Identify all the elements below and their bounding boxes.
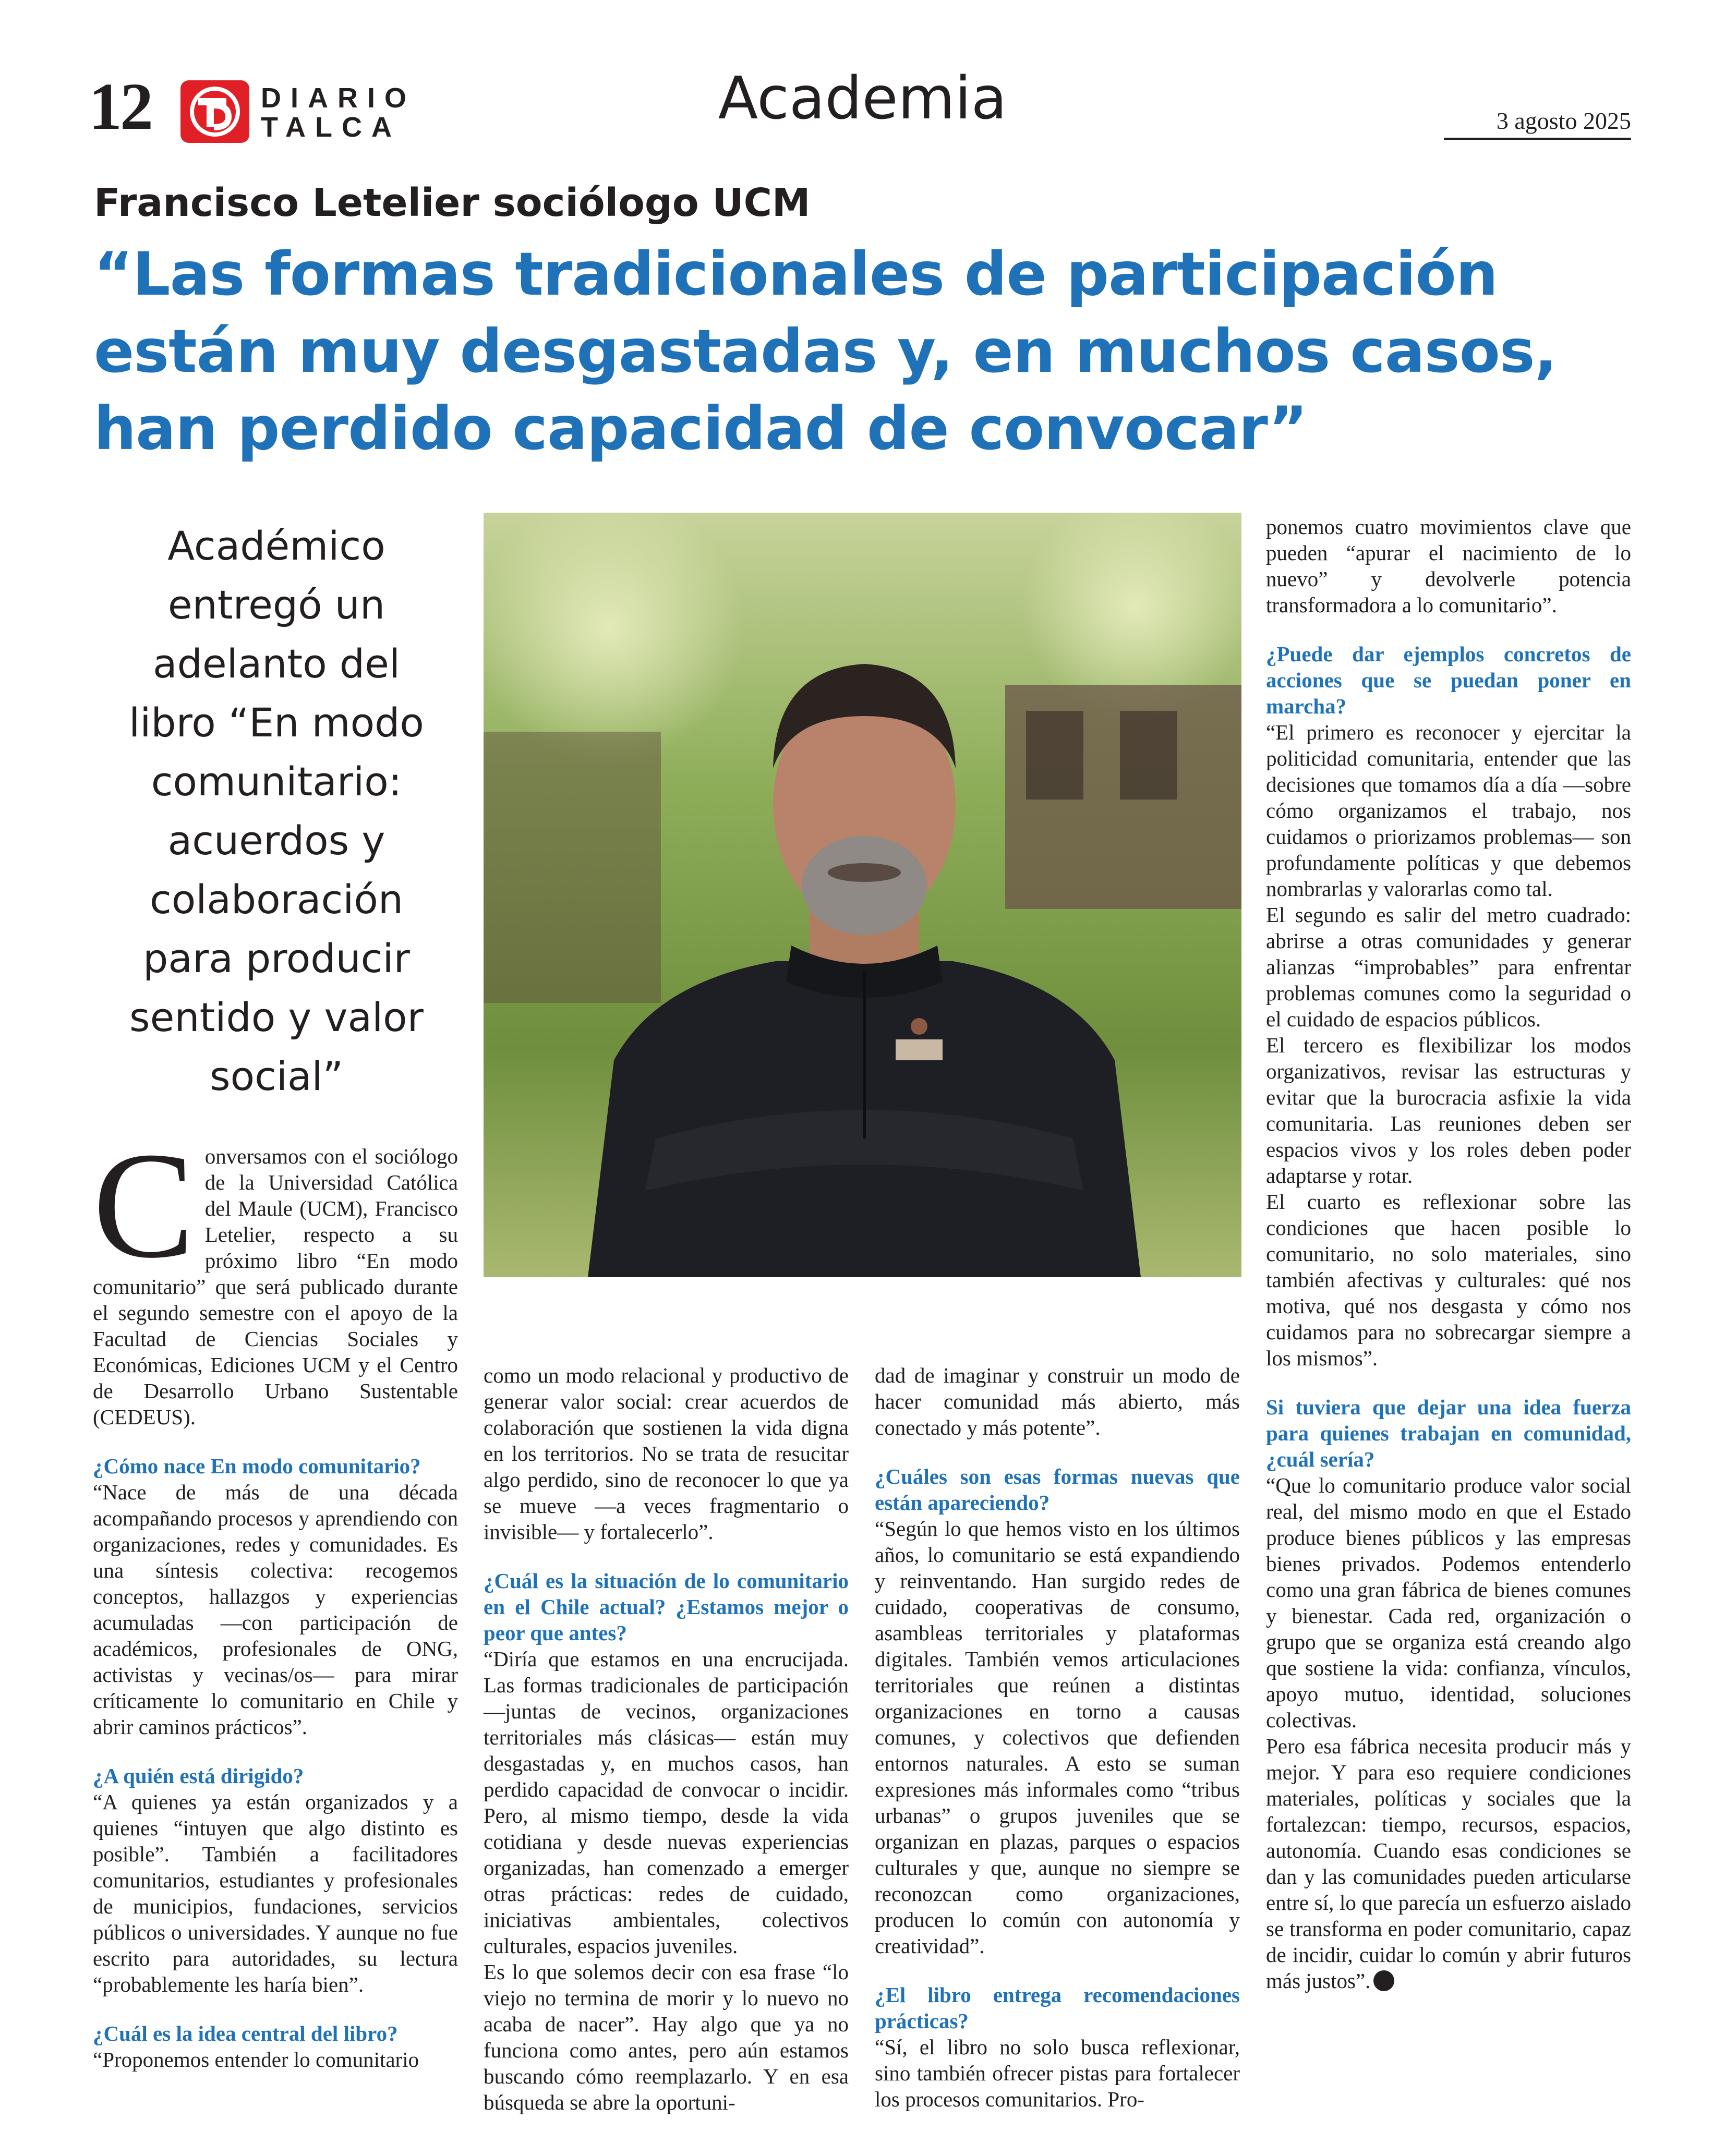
- answer-6-start: “Sí, el libro no solo busca reflexionar, sino también ofrecer pistas para fortalecer los procesos comunitarios. Pro-: [875, 2035, 1240, 2111]
- drop-cap: C: [93, 1121, 195, 1290]
- answer-7-part-2: El segundo es salir del metro cuadrado: abrirse a otras comunidades y generar alianzas “improbables” para enfrentar problemas comunes como la seguridad o el cuidado de espacios públicos.: [1266, 903, 1631, 1031]
- answer-3-continued: como un modo relacional y productivo de generar valor social: crear acuerdos de colaboración que sostienen la vida digna en los territorios. No se trata de resucitar algo perdido, sino de reconocer lo que ya se mueve —a veces fragmentario o invisible— y fortalecerlo”.: [484, 1363, 849, 1544]
- date-underline: [1444, 138, 1631, 140]
- answer-7-part-4: El cuarto es reflexionar sobre las condiciones que hacen posible lo comunitario, no solo materiales, sino también afectivas y culturales: qué nos motiva, qué nos desgasta y cómo nos cuidamos para no sobrecargar siempre a los mismos”.: [1266, 1190, 1631, 1370]
- page-number: 12: [89, 69, 151, 143]
- article-column-2: [484, 1362, 849, 2115]
- answer-7-part-1: “El primero es reconocer y ejercitar la politicidad comunitaria, entender que las decisiones que tomamos día a día —sobre cómo organizamos el trabajo, nos cuidamos o priorizamos problemas— son profundamente políticas y que debemos nombrarlas y valorarlas como tal.: [1266, 720, 1631, 901]
- answer-1: “Nace de más de una década acompañando procesos y aprendiendo con organizaciones, redes y comunidades. Es una síntesis colectiva: recogemos conceptos, hallazgos y experiencias acumuladas —con participación de académicos, profesionales de ONG, activistas y vecinas/os— para mirar críticamente lo comunitario en Chile y abrir caminos prácticos”.: [93, 1480, 458, 1739]
- brand-line-2: TALCA: [261, 112, 401, 143]
- section-title: Academia: [718, 65, 1007, 132]
- article-column-1: [93, 1121, 458, 2073]
- brand-line-1: DIARIO: [261, 82, 416, 114]
- end-mark-icon: [1373, 1970, 1394, 1991]
- intro-paragraph: [93, 1121, 458, 1430]
- answer-5: “Según lo que hemos visto en los últimos años, lo comunitario se está expandiendo y reinventando. Han surgido redes de cuidado, cooperativas de consumo, asambleas territoriales y plataformas digitales. También vemos articulaciones territoriales que reúnen a distintas organizaciones en torno a causas comunes, y colectivos que defienden entornos naturales. A esto se suman expresiones más informales como “tribus urbanas” o grupos juveniles que se organizan en plazas, parques o espacios culturales y que, aunque no siempre se reconozcan como organizaciones, producen lo común con autonomía y creatividad”.: [875, 1517, 1240, 1958]
- question-2: ¿A quién está dirigido?: [93, 1764, 304, 1788]
- question-3: ¿Cuál es la idea central del libro?: [93, 2021, 398, 2045]
- answer-4-part-1: “Diría que estamos en una encrucijada. Las formas tradicionales de participación —juntas de vecinos, organizaciones territoriales más clásicas— están muy desgastadas y, en muchos casos, han perdido capacidad de convocar o incidir. Pero, al mismo tiempo, desde la vida cotidiana y desde nuevas experiencias organizadas, han comenzado a emerger otras prácticas: redes de cuidado, iniciativas ambientales, colectivos culturales, espacios juveniles.: [484, 1647, 849, 1958]
- question-5: ¿Cuáles son esas formas nuevas que están apareciendo?: [875, 1464, 1240, 1515]
- answer-4-part-2: Es lo que solemos decir con esa frase “lo viejo no termina de morir y lo nuevo no acaba de nacer”. Hay algo que ya no funciona como antes, pero aún estamos buscando cómo reemplazarlo. Y en esa búsqueda se abre la oportuni-: [484, 1960, 849, 2114]
- answer-8-part-2: Pero esa fábrica necesita producir más y mejor. Y para eso requiere condiciones materiales, políticas y sociales que la fortalezcan: tiempo, recursos, espacios, autonomía. Cuando esas condiciones se dan y las comunidades pueden articularse entre sí, lo que parecía un esfuerzo aislado se transforma en poder comunitario, capaz de incidir, cuidar lo común y abrir futuros más justos”.: [1266, 1734, 1631, 1993]
- pull-quote: Académico entregó un adelanto del libro “En modo comunitario: acuerdos y colaboración para producir sentido y valor social”: [129, 523, 424, 1099]
- article-kicker: Francisco Letelier sociólogo UCM: [94, 180, 811, 225]
- answer-3-start: “Proponemos entender lo comunitario: [93, 2048, 419, 2072]
- question-6: ¿El libro entrega recomendaciones prácticas?: [875, 1983, 1240, 2033]
- answer-8-part-1: “Que lo comunitario produce valor social real, del mismo modo en que el Estado produce bienes públicos y las empresas bienes privados. Podemos entenderlo como una gran fábrica de bienes comunes y bienestar. Cada red, organización o grupo que se organiza está creando algo que sostiene la vida: confianza, vínculos, apoyo mutuo, identidad, soluciones colectivas.: [1266, 1473, 1631, 1732]
- question-4: ¿Cuál es la situación de lo comunitario en el Chile actual? ¿Estamos mejor o peor que antes?: [484, 1569, 849, 1645]
- answer-8-part-2-paragraph: [1266, 1733, 1631, 1994]
- issue-date: 3 agosto 2025: [1496, 107, 1631, 134]
- answer-4-continued: dad de imaginar y construir un modo de hacer comunidad más abierto, más conectado y más potente”.: [875, 1363, 1240, 1439]
- question-8: Si tuviera que dejar una idea fuerza para quienes trabajan en comunidad, ¿cuál sería?: [1266, 1395, 1631, 1471]
- article-column-4: [1266, 514, 1631, 1994]
- question-7: ¿Puede dar ejemplos concretos de acciones que se puedan poner en marcha?: [1266, 642, 1631, 718]
- answer-6-continued: ponemos cuatro movimientos clave que pueden “apurar el nacimiento de lo nuevo” y devolverle potencia transformadora a lo comunitario”.: [1266, 515, 1631, 617]
- answer-7-part-3: El tercero es flexibilizar los modos organizativos, revisar las estructuras y evitar que la burocracia asfixie la vida comunitaria. Las reuniones deben ser espacios vivos y los roles deben poder adaptarse y rotar.: [1266, 1033, 1631, 1188]
- intro-text: onversamos con el sociólogo de la Universidad Católica del Maule (UCM), Francisco Letelier, respecto a su próximo libro “En modo comunitario” que será publicado durante el segundo semestre con el apoyo de la Facultad de Ciencias Sociales y Económicas, Ediciones UCM y el Centro de Desarrollo Urbano Sustentable (CEDEUS).: [93, 1144, 458, 1429]
- answer-2: “A quienes ya están organizados y a quienes “intuyen que algo distinto es posible”. También a facilitadores comunitarios, estudiantes y profesionales de municipios, fundaciones, servicios públicos o universidades. Y aunque no fue escrito para autoridades, su lectura “probablemente les haría bien”.: [93, 1790, 458, 1996]
- article-headline: “Las formas tradicionales de participación están muy desgastadas y, en muchos casos, han perdido capacidad de convocar”: [94, 239, 1557, 463]
- question-1: ¿Cómo nace En modo comunitario?: [93, 1454, 421, 1478]
- article-column-3: [875, 1362, 1240, 2112]
- portrait-photo: [484, 513, 1241, 1277]
